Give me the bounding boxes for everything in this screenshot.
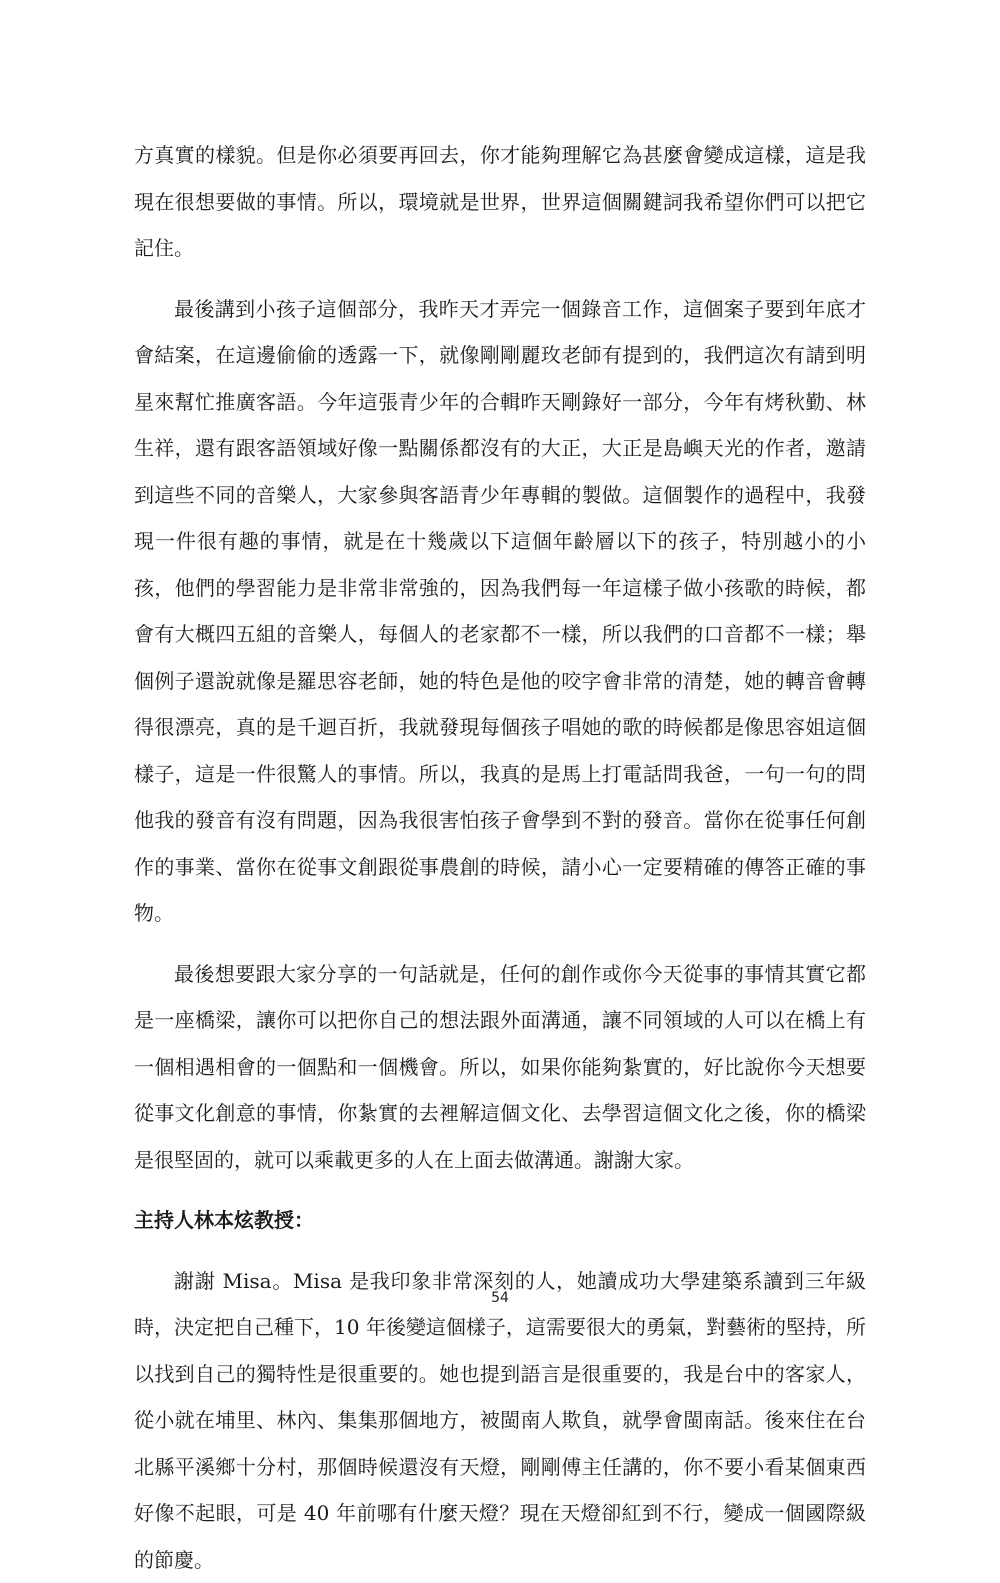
speaker-heading: 主持人林本炫教授： xyxy=(134,1197,866,1244)
paragraph-bridge: 最後想要跟大家分享的一句話就是，任何的創作或你今天從事的事情其實它都是一座橋梁，讓你可以把你自己的想法跟外面溝通，讓不同領域的人可以在橋上有一個相遇相會的一個點和一個機會。所以，如果你能夠紮實的，好比說你今天想要從事文化創意的事情，你紮實的去裡解這個文化、去學習這個文化之後，你的橋梁是很堅固的，就可以乘載更多的人在上面去做溝通。謝謝大家。 xyxy=(134,951,866,1184)
paragraph-continued: 方真實的樣貌。但是你必須要再回去，你才能夠理解它為甚麼會變成這樣，這是我現在很想要做的事情。所以，環境就是世界，世界這個關鍵詞我希望你們可以把它記住。 xyxy=(134,132,866,272)
page-number: 54 xyxy=(0,1290,1000,1306)
paragraph-children-recording: 最後講到小孩子這個部分，我昨天才弄完一個錄音工作，這個案子要到年底才會結案，在這邊偷偷的透露一下，就像剛剛麗玫老師有提到的，我們這次有請到明星來幫忙推廣客語。今年這張青少年的合輯昨天剛錄好一部分，今年有烤秋勤、林生祥，還有跟客語領域好像一點關係都沒有的大正，大正是島嶼天光的作者，邀請到這些不同的音樂人，大家參與客語青少年專輯的製做。這個製作的過程中，我發現一件很有趣的事情，就是在十幾歲以下這個年齡層以下的孩子，特別越小的小孩，他們的學習能力是非常非常強的，因為我們每一年這樣子做小孩歌的時候，都會有大概四五組的音樂人，每個人的老家都不一樣，所以我們的口音都不一樣；舉個例子還說就像是羅思容老師，她的特色是他的咬字會非常的清楚，她的轉音會轉得很漂亮，真的是千迴百折，我就發現每個孩子唱她的歌的時候都是像思容姐這個樣子，這是一件很驚人的事情。所以，我真的是馬上打電話問我爸，一句一句的問他我的發音有沒有問題，因為我很害怕孩子會學到不對的發音。當你在從事任何創作的事業、當你在從事文創跟從事農創的時候，請小心一定要精確的傳答正確的事物。 xyxy=(134,286,866,937)
paragraph-host-remarks: 謝謝 Misa。Misa 是我印象非常深刻的人，她讀成功大學建築系讀到三年級時，決定把自己種下，10 年後變這個樣子，這需要很大的勇氣，對藝術的堅持，所以找到自己的獨特性是很重要的。她也提到語言是很重要的，我是台中的客家人，從小就在埔里、林內、集集那個地方，被閩南人欺負，就學會閩南話。後來住在台北縣平溪鄉十分村，那個時候還沒有天燈，剛剛傅主任講的，你不要小看某個東西好像不起眼，可是 40 年前哪有什麼天燈？現在天燈卻紅到不行，變成一個國際級的節慶。 xyxy=(134,1258,866,1583)
document-body xyxy=(134,132,866,1583)
